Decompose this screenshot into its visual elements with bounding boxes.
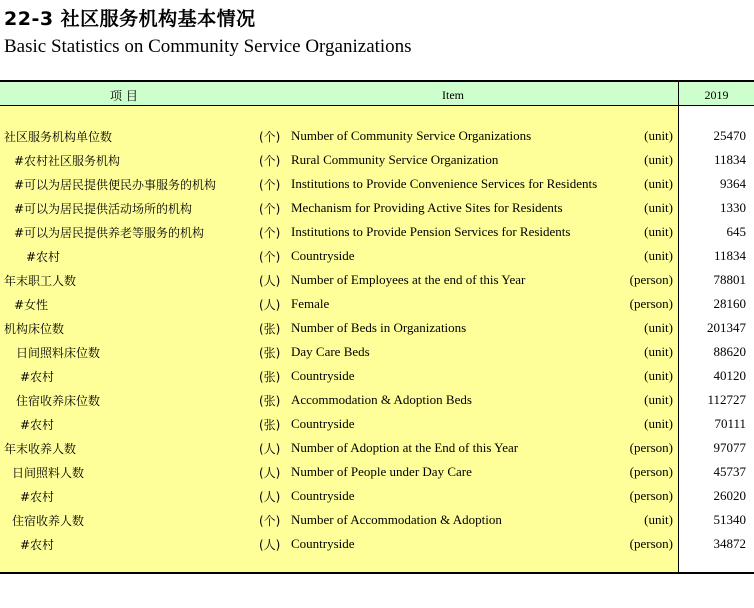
row-label-english: Institutions to Provide Pension Services for Residents bbox=[291, 224, 571, 239]
row-unit-chinese: (人) bbox=[259, 442, 281, 456]
table-row bbox=[0, 196, 754, 220]
row-label-english: Number of Adoption at the End of this Year bbox=[291, 440, 519, 455]
row-unit-chinese: (个) bbox=[259, 130, 281, 144]
row-label-english: Number of Beds in Organizations bbox=[291, 320, 467, 335]
row-unit-chinese: (个) bbox=[259, 154, 281, 168]
row-label-chinese: #可以为居民提供养老等服务的机构 bbox=[14, 226, 205, 240]
row-value: 51340 bbox=[713, 512, 746, 527]
table-row bbox=[0, 244, 754, 268]
row-label-english: Day Care Beds bbox=[291, 344, 370, 359]
row-label-english: Countryside bbox=[291, 488, 355, 503]
row-value: 97077 bbox=[713, 440, 746, 455]
row-unit-english: (unit) bbox=[644, 416, 673, 431]
row-label-chinese: #农村 bbox=[26, 250, 61, 264]
row-label-english: Number of Accommodation & Adoption bbox=[291, 512, 502, 527]
row-unit-chinese: (张) bbox=[259, 346, 281, 360]
page-title-chinese: 22-3 社区服务机构基本情况 bbox=[4, 8, 256, 30]
table-row bbox=[0, 532, 754, 556]
row-unit-english: (unit) bbox=[644, 248, 673, 263]
row-unit-english: (person) bbox=[629, 272, 673, 287]
row-value: 28160 bbox=[713, 296, 746, 311]
row-unit-english: (unit) bbox=[644, 152, 673, 167]
table-row bbox=[0, 292, 754, 316]
row-label-english: Mechanism for Providing Active Sites for Residents bbox=[291, 200, 563, 215]
table-row bbox=[0, 340, 754, 364]
row-value: 25470 bbox=[713, 128, 746, 143]
row-value: 9364 bbox=[720, 176, 746, 191]
row-label-chinese: 日间照料人数 bbox=[12, 466, 85, 480]
row-unit-chinese: (个) bbox=[259, 250, 281, 264]
row-label-chinese: #农村 bbox=[20, 538, 55, 552]
table-row bbox=[0, 412, 754, 436]
row-value: 1330 bbox=[720, 200, 746, 215]
row-unit-chinese: (人) bbox=[259, 466, 281, 480]
header-year: 2019 bbox=[678, 82, 754, 105]
table-rows bbox=[0, 124, 754, 556]
row-value: 78801 bbox=[713, 272, 746, 287]
statistics-table bbox=[0, 80, 754, 574]
row-unit-english: (person) bbox=[629, 536, 673, 551]
row-unit-english: (unit) bbox=[644, 392, 673, 407]
table-bottom-rule bbox=[0, 572, 754, 574]
row-unit-english: (unit) bbox=[644, 344, 673, 359]
row-value: 645 bbox=[726, 224, 746, 239]
table-row bbox=[0, 388, 754, 412]
row-unit-chinese: (人) bbox=[259, 538, 281, 552]
row-label-english: Countryside bbox=[291, 536, 355, 551]
header-item-english: Item bbox=[442, 88, 464, 102]
row-label-chinese: 年末职工人数 bbox=[4, 274, 77, 288]
row-unit-chinese: (人) bbox=[259, 274, 281, 288]
row-label-english: Institutions to Provide Convenience Services for Residents bbox=[291, 176, 598, 191]
row-value: 45737 bbox=[713, 464, 746, 479]
row-value: 11834 bbox=[713, 248, 746, 263]
row-label-english: Countryside bbox=[291, 368, 355, 383]
row-unit-chinese: (张) bbox=[259, 394, 281, 408]
row-unit-chinese: (个) bbox=[259, 514, 281, 528]
row-value: 112727 bbox=[707, 392, 746, 407]
table-row bbox=[0, 172, 754, 196]
row-label-chinese: #农村 bbox=[20, 418, 55, 432]
table-row bbox=[0, 220, 754, 244]
row-label-chinese: #农村 bbox=[20, 370, 55, 384]
row-label-chinese: 机构床位数 bbox=[4, 322, 65, 336]
row-value: 11834 bbox=[713, 152, 746, 167]
row-label-chinese: #女性 bbox=[14, 298, 49, 312]
table-row bbox=[0, 460, 754, 484]
row-label-chinese: 社区服务机构单位数 bbox=[4, 130, 113, 144]
row-label-english: Female bbox=[291, 296, 330, 311]
row-unit-chinese: (张) bbox=[259, 418, 281, 432]
row-label-chinese: #可以为居民提供活动场所的机构 bbox=[14, 202, 193, 216]
table-row bbox=[0, 436, 754, 460]
row-unit-english: (unit) bbox=[644, 128, 673, 143]
table-row bbox=[0, 316, 754, 340]
row-unit-chinese: (人) bbox=[259, 298, 281, 312]
row-unit-english: (unit) bbox=[644, 176, 673, 191]
row-unit-chinese: (个) bbox=[259, 178, 281, 192]
row-unit-english: (unit) bbox=[644, 320, 673, 335]
row-label-english: Countryside bbox=[291, 416, 355, 431]
row-unit-chinese: (个) bbox=[259, 202, 281, 216]
page-title-english: Basic Statistics on Community Service Organizations bbox=[4, 36, 412, 57]
row-unit-english: (unit) bbox=[644, 224, 673, 239]
table-row bbox=[0, 124, 754, 148]
table-row bbox=[0, 148, 754, 172]
row-unit-english: (unit) bbox=[644, 512, 673, 527]
row-value: 26020 bbox=[713, 488, 746, 503]
table-row bbox=[0, 484, 754, 508]
header-item-chinese: 项 目 bbox=[110, 89, 138, 103]
row-label-english: Number of Employees at the end of this Year bbox=[291, 272, 526, 287]
row-unit-chinese: (张) bbox=[259, 322, 281, 336]
row-unit-english: (person) bbox=[629, 488, 673, 503]
row-label-chinese: #农村 bbox=[20, 490, 55, 504]
table-row bbox=[0, 268, 754, 292]
row-label-chinese: #农村社区服务机构 bbox=[14, 154, 121, 168]
row-value: 40120 bbox=[713, 368, 746, 383]
row-unit-chinese: (张) bbox=[259, 370, 281, 384]
row-label-english: Accommodation & Adoption Beds bbox=[291, 392, 472, 407]
row-label-english: Number of People under Day Care bbox=[291, 464, 472, 479]
row-value: 70111 bbox=[714, 416, 746, 431]
row-value: 34872 bbox=[713, 536, 746, 551]
row-value: 88620 bbox=[713, 344, 746, 359]
row-label-english: Number of Community Service Organizations bbox=[291, 128, 532, 143]
row-label-chinese: 住宿收养人数 bbox=[12, 514, 85, 528]
table-header-row bbox=[0, 82, 754, 106]
row-unit-english: (person) bbox=[629, 464, 673, 479]
row-unit-english: (unit) bbox=[644, 368, 673, 383]
row-unit-english: (person) bbox=[629, 440, 673, 455]
row-label-chinese: 住宿收养床位数 bbox=[16, 394, 101, 408]
table-row bbox=[0, 508, 754, 532]
row-unit-english: (person) bbox=[629, 296, 673, 311]
row-label-chinese: 年末收养人数 bbox=[4, 442, 77, 456]
row-value: 201347 bbox=[707, 320, 746, 335]
table-row bbox=[0, 364, 754, 388]
row-unit-chinese: (人) bbox=[259, 490, 281, 504]
row-label-english: Countryside bbox=[291, 248, 355, 263]
row-label-chinese: #可以为居民提供便民办事服务的机构 bbox=[14, 178, 217, 192]
row-unit-english: (unit) bbox=[644, 200, 673, 215]
row-label-chinese: 日间照料床位数 bbox=[16, 346, 101, 360]
row-unit-chinese: (个) bbox=[259, 226, 281, 240]
row-label-english: Rural Community Service Organization bbox=[291, 152, 499, 167]
